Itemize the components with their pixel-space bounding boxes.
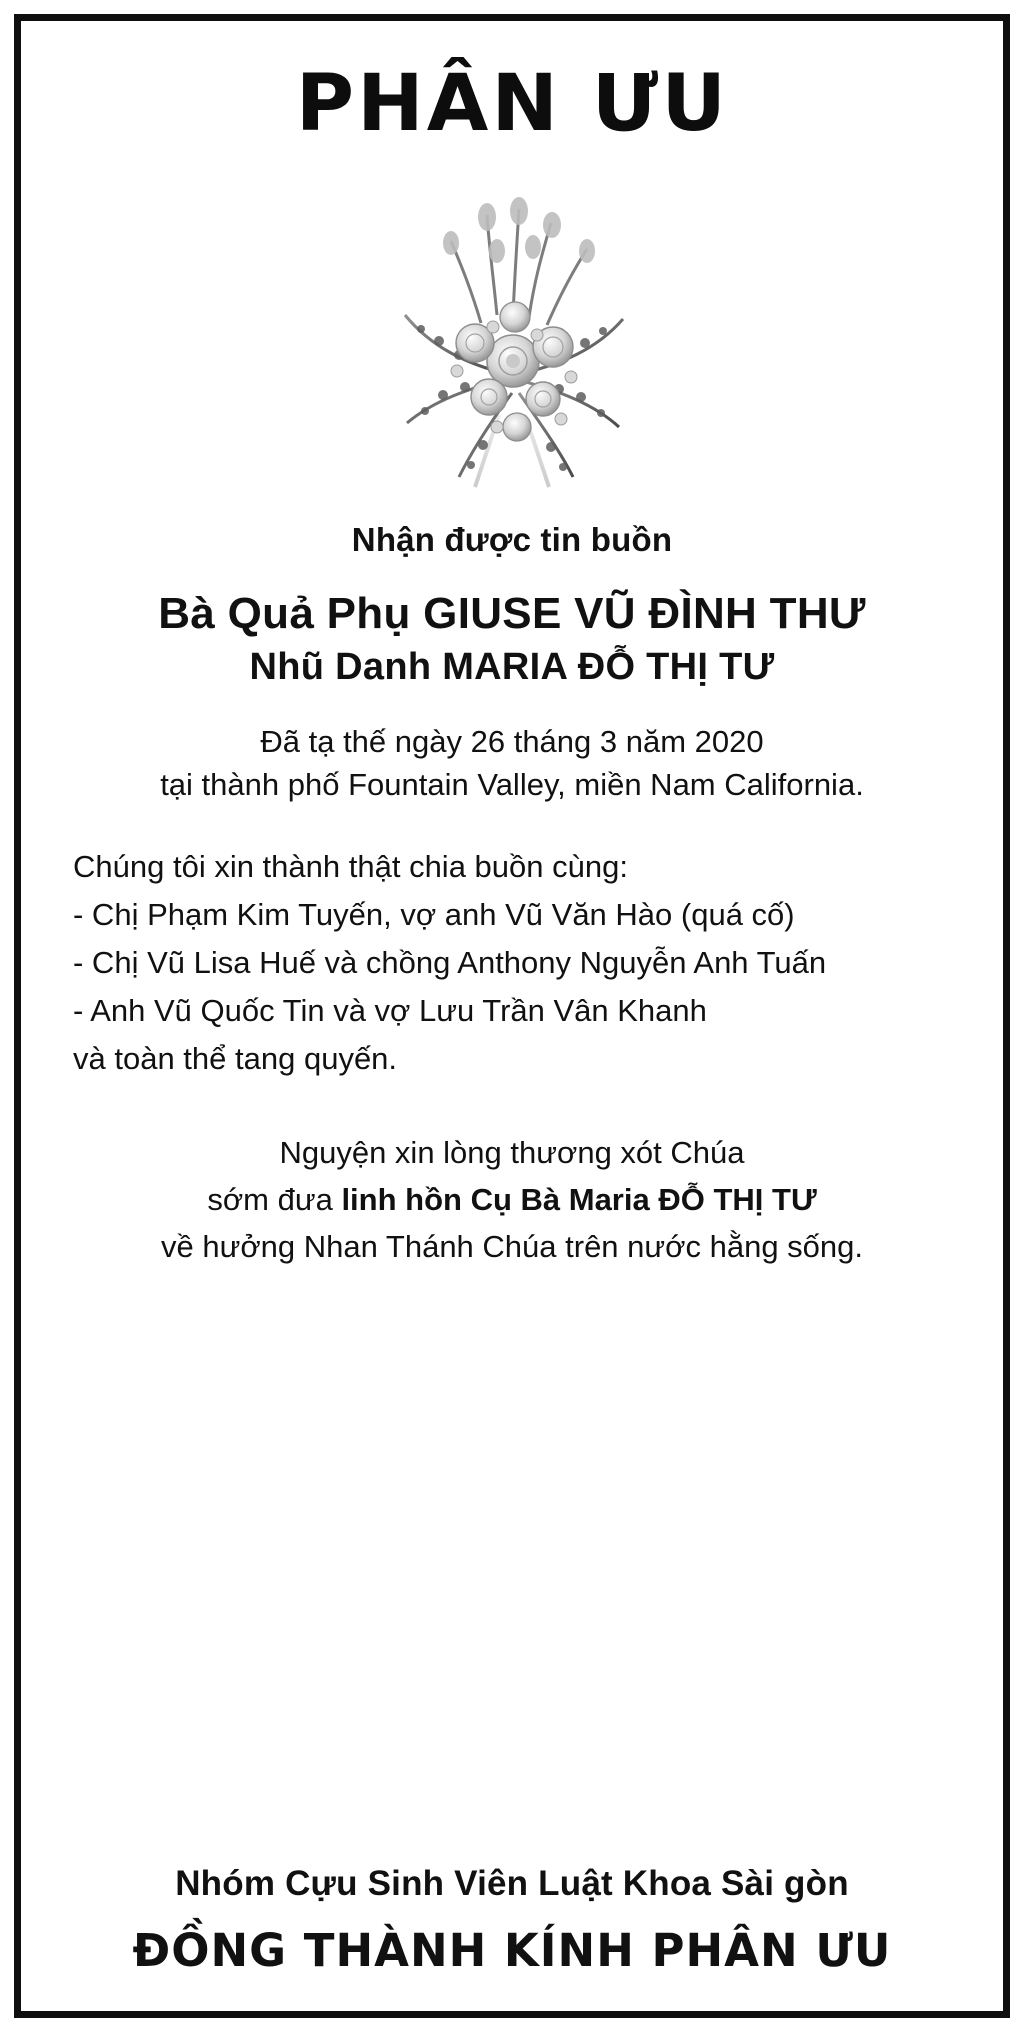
prayer-line-3: về hưởng Nhan Thánh Chúa trên nước hằng sống. — [160, 1229, 864, 1265]
passing-details — [160, 720, 864, 808]
funeral-flower-arrangement-icon — [347, 165, 677, 495]
deceased-name-main: Bà Quả Phụ GIUSE VŨ ĐÌNH THƯ — [158, 589, 866, 638]
prayer-block — [161, 1128, 863, 1272]
obituary-notice-frame — [14, 14, 1010, 2018]
condolence-block — [55, 842, 969, 1085]
prayer-line-1: Nguyện xin lòng thương xót Chúa — [279, 1135, 745, 1171]
condolence-line: - Anh Vũ Quốc Tin và vợ Lưu Trần Vân Khanh — [73, 992, 707, 1028]
prayer-line-2-prefix: sớm đưa — [207, 1182, 342, 1218]
condolence-line: và toàn thể tang quyến. — [73, 1040, 398, 1076]
condolence-line: - Chị Vũ Lisa Huế và chồng Anthony Nguyễn Anh Tuấn — [73, 944, 827, 980]
group-name: Nhóm Cựu Sinh Viên Luật Khoa Sài gòn — [175, 1864, 849, 1903]
deceased-name-sub: Nhũ Danh MARIA ĐỖ THỊ TƯ — [249, 646, 775, 689]
closing-statement: ĐỒNG THÀNH KÍNH PHÂN ƯU — [132, 1924, 892, 1977]
prayer-line-2-soul-name: linh hồn Cụ Bà Maria ĐỖ THỊ TƯ — [341, 1182, 817, 1218]
condolence-intro: Chúng tôi xin thành thật chia buồn cùng: — [73, 848, 628, 884]
page-title: PHÂN ƯU — [295, 59, 729, 149]
announcement-text: Nhận được tin buồn — [351, 521, 673, 558]
prayer-line-2 — [161, 1178, 863, 1222]
passing-line-place: tại thành phố Fountain Valley, miền Nam California. — [160, 766, 864, 802]
condolence-line: - Chị Phạm Kim Tuyến, vợ anh Vũ Văn Hào (quá cố) — [73, 896, 795, 932]
passing-line-date: Đã tạ thế ngày 26 tháng 3 năm 2020 — [260, 723, 764, 759]
